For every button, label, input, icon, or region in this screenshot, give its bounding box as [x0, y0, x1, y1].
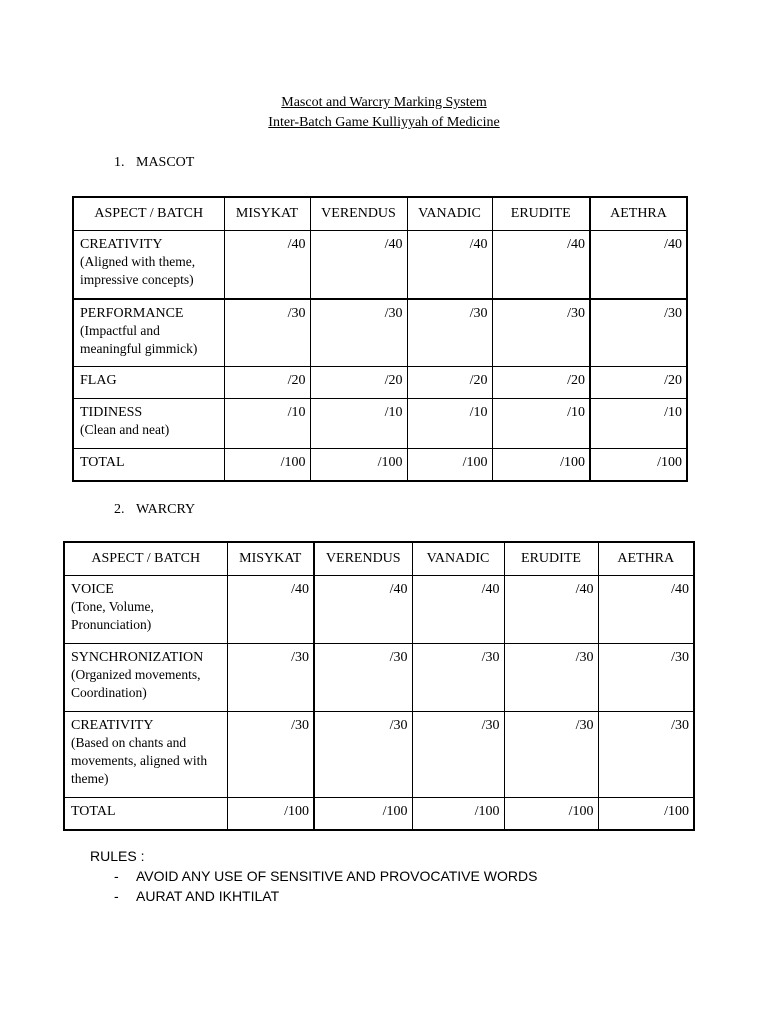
score-cell: /100 [598, 798, 694, 830]
aspect-name: TOTAL [80, 455, 125, 470]
aspect-cell [64, 712, 227, 798]
aspect-description: (Impactful and meaningful gimmick) [80, 322, 198, 356]
score-cell: /100 [412, 798, 504, 830]
rules-label: RULES : [90, 848, 145, 864]
score-cell: /30 [504, 644, 598, 712]
rule-item [90, 886, 537, 906]
score-cell: /40 [227, 576, 314, 644]
score-cell: /20 [590, 367, 687, 399]
score-cell: /30 [314, 644, 412, 712]
aspect-cell [64, 644, 227, 712]
aspect-cell [64, 798, 227, 830]
dash-bullet: - [114, 888, 119, 904]
score-cell: /10 [590, 399, 687, 449]
aspect-description: (Based on chants and movements, aligned with theme) [71, 735, 208, 786]
score-cell: /30 [224, 299, 310, 367]
score-cell: /100 [224, 449, 310, 481]
warcry-heading [114, 502, 195, 518]
aspect-name: TOTAL [71, 804, 116, 819]
warcry-header-row [64, 542, 694, 576]
warcry-header-vanadic: VANADIC [412, 542, 504, 576]
mascot-header-misykat: MISYKAT [224, 197, 310, 231]
warcry-heading-text: WARCRY [136, 502, 196, 517]
score-cell: /100 [492, 449, 590, 481]
score-cell: /30 [504, 712, 598, 798]
table-row-total [64, 798, 694, 830]
score-cell: /40 [407, 231, 492, 299]
score-cell: /30 [598, 644, 694, 712]
rule-item [90, 866, 537, 886]
score-cell: /100 [504, 798, 598, 830]
document-title: Mascot and Warcry Marking System [281, 95, 487, 110]
score-cell: /100 [310, 449, 407, 481]
mascot-table [72, 196, 688, 482]
mascot-header-verendus: VERENDUS [310, 197, 407, 231]
score-cell: /10 [492, 399, 590, 449]
aspect-name: TIDINESS [80, 405, 143, 420]
score-cell: /30 [412, 644, 504, 712]
score-cell: /40 [314, 576, 412, 644]
table-row [64, 644, 694, 712]
aspect-cell [73, 367, 224, 399]
mascot-header-row [73, 197, 687, 231]
score-cell: /30 [310, 299, 407, 367]
mascot-header-aethra: AETHRA [590, 197, 687, 231]
score-cell: /40 [492, 231, 590, 299]
score-cell: /40 [310, 231, 407, 299]
warcry-header-misykat: MISYKAT [227, 542, 314, 576]
dash-bullet: - [114, 868, 119, 884]
warcry-table [63, 541, 695, 831]
mascot-header-vanadic: VANADIC [407, 197, 492, 231]
table-row [73, 231, 687, 299]
table-row [64, 576, 694, 644]
table-row [73, 299, 687, 367]
document-subtitle: Inter-Batch Game Kulliyyah of Medicine [268, 115, 500, 130]
aspect-cell [73, 299, 224, 367]
mascot-header-erudite: ERUDITE [492, 197, 590, 231]
score-cell: /100 [407, 449, 492, 481]
aspect-name: VOICE [71, 582, 114, 597]
warcry-header-aethra: AETHRA [598, 542, 694, 576]
aspect-cell [73, 449, 224, 481]
aspect-name: SYNCHRONIZATION [71, 650, 204, 665]
score-cell: /30 [227, 644, 314, 712]
aspect-name: PERFORMANCE [80, 305, 184, 321]
rules-section [90, 848, 537, 906]
aspect-name: CREATIVITY [80, 237, 163, 252]
mascot-heading-text: MASCOT [136, 155, 195, 170]
score-cell: /20 [310, 367, 407, 399]
mascot-heading-number: 1. [114, 155, 125, 170]
score-cell: /100 [227, 798, 314, 830]
score-cell: /10 [407, 399, 492, 449]
rule-text: AURAT AND IKHTILAT [136, 888, 280, 904]
rule-text: AVOID ANY USE OF SENSITIVE AND PROVOCATIVE WORDS [136, 868, 538, 884]
aspect-description: (Organized movements, Coordination) [71, 667, 201, 700]
aspect-cell [73, 399, 224, 449]
warcry-header-aspect: ASPECT / BATCH [64, 542, 227, 576]
score-cell: /20 [492, 367, 590, 399]
score-cell: /30 [407, 299, 492, 367]
table-row [73, 367, 687, 399]
aspect-name: FLAG [80, 373, 117, 388]
mascot-heading [114, 155, 194, 171]
aspect-cell [73, 231, 224, 299]
warcry-heading-number: 2. [114, 502, 125, 517]
warcry-header-erudite: ERUDITE [504, 542, 598, 576]
aspect-description: (Tone, Volume, Pronunciation) [71, 599, 154, 632]
aspect-name: CREATIVITY [71, 718, 154, 733]
score-cell: /30 [314, 712, 412, 798]
aspect-description: (Aligned with theme, impressive concepts) [80, 254, 196, 287]
score-cell: /30 [412, 712, 504, 798]
aspect-cell [64, 576, 227, 644]
score-cell: /40 [598, 576, 694, 644]
score-cell: /40 [412, 576, 504, 644]
score-cell: /20 [224, 367, 310, 399]
score-cell: /30 [227, 712, 314, 798]
aspect-description: (Clean and neat) [80, 422, 170, 437]
score-cell: /20 [407, 367, 492, 399]
score-cell: /100 [590, 449, 687, 481]
mascot-header-aspect: ASPECT / BATCH [73, 197, 224, 231]
score-cell: /30 [590, 299, 687, 367]
warcry-header-verendus: VERENDUS [314, 542, 412, 576]
score-cell: /40 [224, 231, 310, 299]
score-cell: /40 [590, 231, 687, 299]
score-cell: /30 [492, 299, 590, 367]
table-row [73, 399, 687, 449]
table-row [64, 712, 694, 798]
score-cell: /10 [224, 399, 310, 449]
table-row-total [73, 449, 687, 481]
score-cell: /30 [598, 712, 694, 798]
score-cell: /100 [314, 798, 412, 830]
score-cell: /40 [504, 576, 598, 644]
score-cell: /10 [310, 399, 407, 449]
